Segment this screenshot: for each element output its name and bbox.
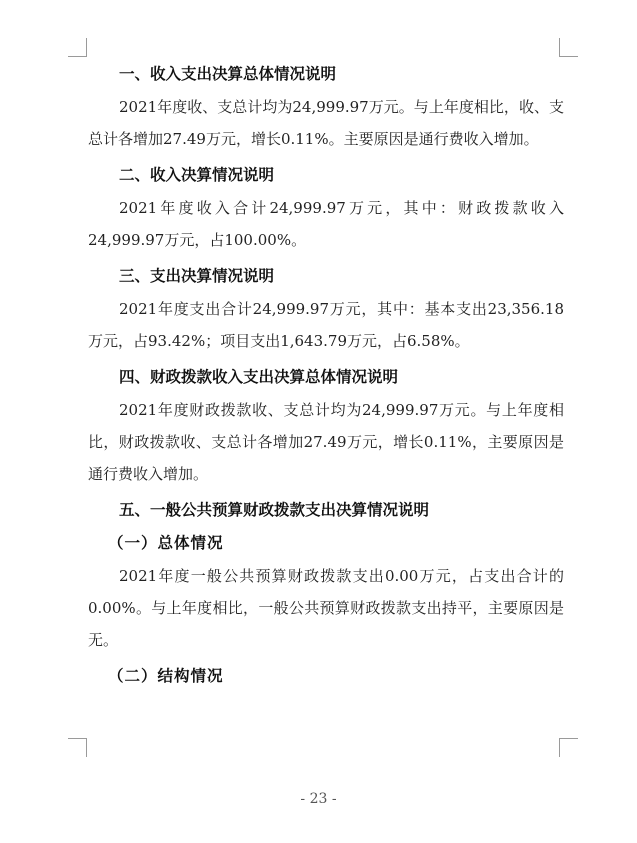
section-heading-5: 五、一般公共预算财政拨款支出决算情况说明 (119, 501, 430, 519)
subsection-heading-structure: （二）结构情况 (108, 667, 224, 685)
subsection-paragraph-overall: 2021年度一般公共预算财政拨款支出0.00万元，占支出合计的0.00%。与上年度相比，一般公共预算财政拨款支出持平，主要原因是无。 (88, 567, 564, 649)
crop-mark-top-right (559, 38, 578, 57)
section-paragraph-4: 2021年度财政拨款收、支总计均为24,999.97万元。与上年度相比，财政拨款收、支总计各增加27.49万元，增长0.11%，主要原因是通行费收入增加。 (88, 401, 564, 483)
crop-mark-bottom-left (68, 738, 87, 757)
subsection-heading-overall: （一）总体情况 (108, 534, 224, 552)
section-heading-3: 三、支出决算情况说明 (119, 267, 275, 285)
section-heading-2: 二、收入决算情况说明 (119, 166, 275, 184)
section-heading-1: 一、收入支出决算总体情况说明 (119, 65, 337, 83)
crop-mark-bottom-right (559, 738, 578, 757)
page-number: - 23 - (300, 791, 337, 807)
section-heading-4: 四、财政拨款收入支出决算总体情况说明 (119, 368, 399, 386)
section-paragraph-1: 2021年度收、支总计均为24,999.97万元。与上年度相比，收、支总计各增加27.49万元，增长0.11%。主要原因是通行费收入增加。 (88, 98, 564, 148)
crop-mark-top-left (68, 38, 87, 57)
section-paragraph-2: 2021年度收入合计24,999.97万元，其中：财政拨款收入24,999.97万元，占100.00%。 (88, 199, 564, 249)
document-body (88, 58, 564, 693)
section-paragraph-3: 2021年度支出合计24,999.97万元，其中：基本支出23,356.18万元，占93.42%；项目支出1,643.79万元，占6.58%。 (88, 300, 564, 350)
